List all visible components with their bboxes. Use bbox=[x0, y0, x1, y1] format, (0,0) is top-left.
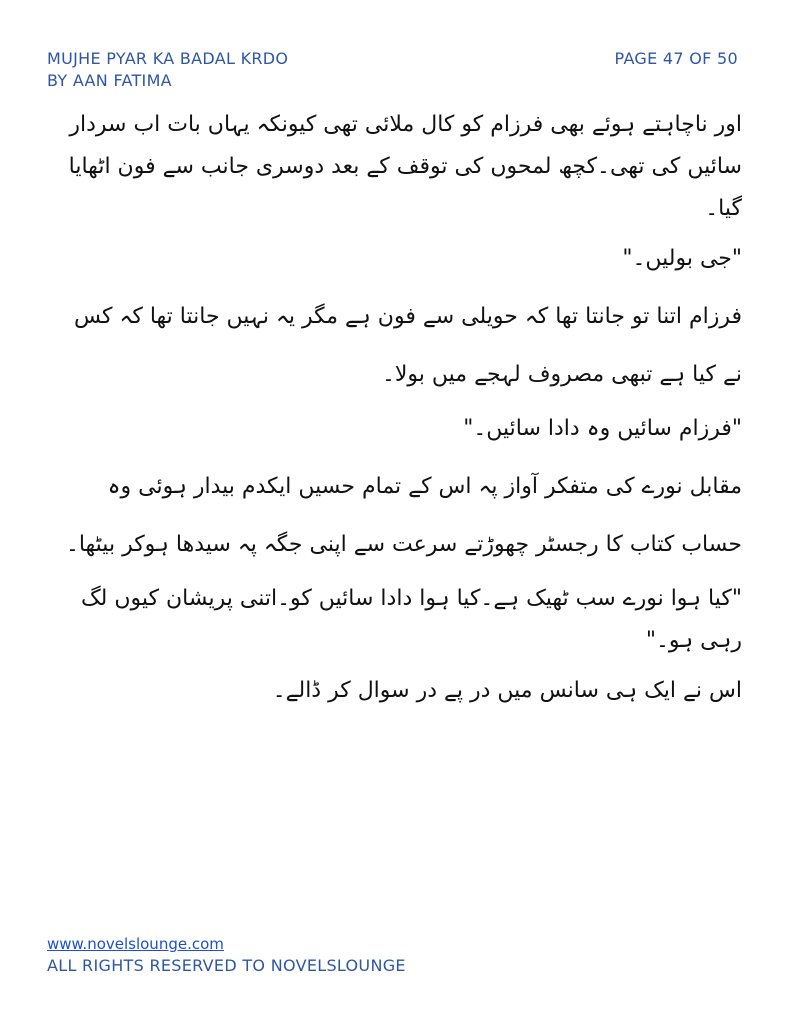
paragraph: اور ناچاہتے ہوئے بھی فرزام کو کال ملائی تھی کیونکہ یہاں بات اب سردار سائیں کی تھی۔کچھ لمحوں کی توقف کے بعد دوسری جانب سے فون اٹھایا گیا۔ bbox=[68, 112, 742, 221]
website-link[interactable]: www.novelslounge.com bbox=[47, 935, 224, 953]
paragraph: "جی بولیں۔" bbox=[622, 246, 742, 271]
header-left bbox=[47, 48, 288, 92]
paragraph: "فرزام سائیں وہ دادا سائیں۔" bbox=[463, 416, 742, 441]
rights-notice: ALL RIGHTS RESERVED TO NOVELSLOUNGE bbox=[47, 956, 406, 975]
paragraph: مقابل نورے کی متفکر آواز پہ اس کے تمام حسیں ایکدم بیدار ہوئی وہ حساب کتاب کا رجسٹر چھوڑتے سرعت سے اپنی جگہ پہ سیدھا ہوکر بیٹھا۔ bbox=[65, 474, 742, 557]
paragraph: اس نے ایک ہی سانس میں در پے در سوال کر ڈالے۔ bbox=[272, 678, 742, 703]
paragraph: "کیا ہوا نورے سب ٹھیک ہے۔کیا ہوا دادا سائیں کو۔اتنی پریشان کیوں لگ رہی ہو۔" bbox=[80, 586, 742, 653]
story-body bbox=[50, 104, 742, 720]
book-title: MUJHE PYAR KA BADAL KRDO bbox=[47, 49, 289, 68]
footer bbox=[47, 934, 406, 978]
paragraph: فرزام اتنا تو جانتا تھا کہ حویلی سے فون ہے مگر یہ نہیں جانتا تھا کہ کس نے کیا ہے تبھی مصروف لہجے میں بولا۔ bbox=[73, 304, 742, 387]
book-author: BY AAN FATIMA bbox=[47, 71, 172, 90]
page-number: PAGE 47 OF 50 bbox=[614, 49, 738, 68]
